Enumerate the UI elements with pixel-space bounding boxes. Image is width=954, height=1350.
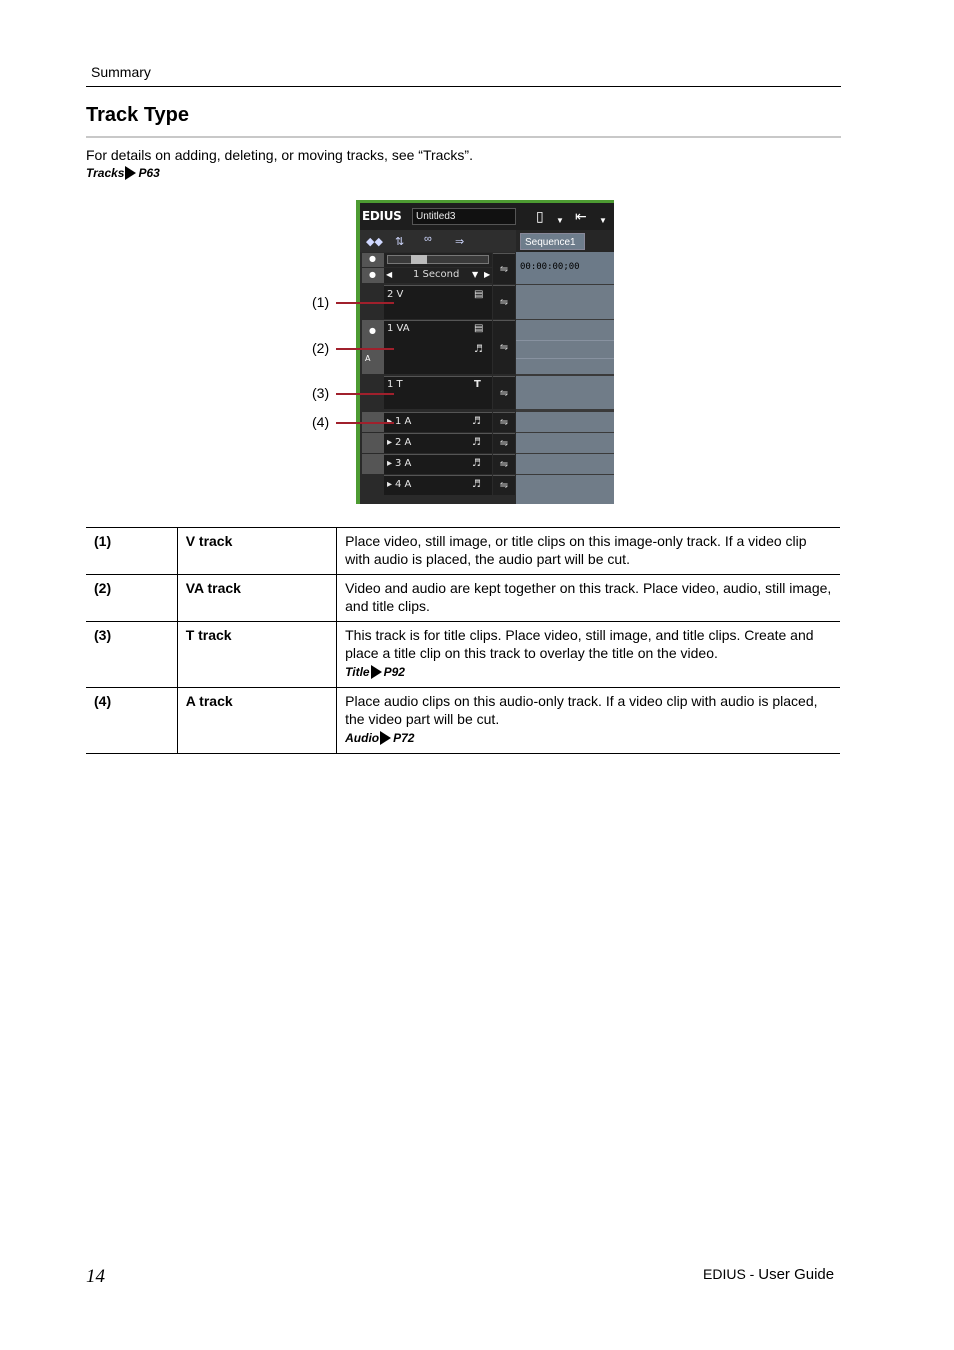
video-icon[interactable]: ▤ <box>474 289 484 300</box>
lock-icon: ● <box>369 254 376 263</box>
row-number: (4) <box>86 688 177 754</box>
row-description <box>337 528 840 575</box>
edius-logo: EDIUS <box>362 209 402 223</box>
track-name: 4 A <box>395 479 412 490</box>
video-icon[interactable]: ▤ <box>474 323 484 334</box>
audio-cross-reference[interactable] <box>345 729 414 747</box>
speaker-icon[interactable]: ♬ <box>472 437 481 448</box>
horizontal-scrollbar[interactable] <box>360 496 516 504</box>
footer-guide-title <box>703 1266 834 1283</box>
track-header-1va[interactable] <box>384 320 492 374</box>
xref-name: Audio <box>345 731 380 745</box>
track-name: 2 V <box>387 289 404 300</box>
track-3a-left <box>362 454 384 474</box>
link-icon[interactable]: ∞ <box>424 233 432 245</box>
lane-2v[interactable] <box>516 285 614 319</box>
table-row <box>86 688 840 754</box>
lane-2a[interactable] <box>516 433 614 453</box>
footer-separator: - <box>745 1266 759 1282</box>
scale-value[interactable]: 1 Second <box>413 269 460 280</box>
track-header-1a[interactable] <box>384 412 492 432</box>
callout-line-1 <box>336 302 394 304</box>
sync-icon[interactable]: ⇋ <box>493 253 515 284</box>
row-name: V track <box>177 528 336 575</box>
lane-divider <box>516 340 614 341</box>
header-rule <box>86 86 841 87</box>
description-text: Place video, still image, or title clips on this image-only track. If a video clip with audio is placed, the audio part will be cut. <box>345 533 807 567</box>
callout-3: (3) <box>312 385 330 401</box>
project-name-field[interactable]: Untitled3 <box>412 208 516 225</box>
track-header-3a[interactable] <box>384 454 492 474</box>
sync-icon[interactable]: ⇋ <box>493 433 515 453</box>
intro-text: For details on adding, deleting, or moving tracks, see “Tracks”. <box>86 147 473 163</box>
xref-arrow-icon <box>371 665 382 679</box>
row-description <box>337 622 840 688</box>
mode-icon[interactable]: ◆◆ <box>366 236 383 248</box>
sync-icon[interactable]: ⇋ <box>493 475 515 495</box>
audio-channel-icon[interactable]: A <box>365 354 371 363</box>
callout-line-3 <box>336 393 394 395</box>
row-description <box>337 575 840 622</box>
sync-icon[interactable]: ⇋ <box>493 454 515 474</box>
callout-line-2 <box>336 348 394 350</box>
ripple-icon[interactable]: ⇅ <box>395 236 405 248</box>
row-number: (3) <box>86 622 177 688</box>
speaker-icon[interactable]: ♬ <box>472 458 481 469</box>
row-name: T track <box>177 622 336 688</box>
track-name: 1 T <box>387 379 403 390</box>
intro-cross-reference[interactable] <box>86 166 160 180</box>
description-text: This track is for title clips. Place video, still image, and title clips. Create and place a title clip on this track to overlay the title on the video. <box>345 627 814 661</box>
edius-timeline-screenshot <box>356 200 614 504</box>
lane-1t[interactable] <box>516 376 614 409</box>
xref-arrow-icon <box>125 166 136 180</box>
description-text: Video and audio are kept together on this track. Place video, audio, still image, and title clips. <box>345 580 832 614</box>
xref-name: Title <box>345 665 370 679</box>
description-text: Place audio clips on this audio-only track. If a video clip with audio is placed, the video part will be cut. <box>345 693 818 727</box>
lane-3a[interactable] <box>516 454 614 474</box>
xref-page: P92 <box>383 665 405 679</box>
row-name: A track <box>177 688 336 754</box>
lane-4a[interactable] <box>516 475 614 504</box>
page-number: 14 <box>86 1266 105 1287</box>
table-row <box>86 575 840 622</box>
lane-1a[interactable] <box>516 412 614 432</box>
title-cross-reference[interactable] <box>345 663 405 681</box>
expand-icon[interactable]: ▸ <box>387 479 393 490</box>
row-description <box>337 688 840 754</box>
sync-icon[interactable]: ⇋ <box>493 412 515 432</box>
callout-2: (2) <box>312 340 330 356</box>
lane-divider <box>516 358 614 359</box>
scrub-bar[interactable] <box>387 255 489 264</box>
section-title: Track Type <box>86 104 190 126</box>
xref-arrow-icon <box>380 731 391 745</box>
chevron-down-icon[interactable]: ▼ <box>472 270 479 279</box>
track-type-table <box>86 527 840 754</box>
lane-1va[interactable] <box>516 320 614 374</box>
footer-guide: User Guide <box>758 1266 835 1283</box>
callout-1: (1) <box>312 294 330 310</box>
track-2a-left <box>362 433 384 453</box>
track-header-4a[interactable] <box>384 475 492 495</box>
footer-product: EDIUS <box>703 1266 746 1282</box>
chevron-down-icon[interactable]: ▼ <box>556 216 564 225</box>
track-name: 3 A <box>395 458 412 469</box>
scale-left-icon[interactable]: ◀ <box>386 270 393 279</box>
track-name: 1 A <box>395 416 412 427</box>
video-toggle-icon[interactable]: ● <box>369 326 376 335</box>
title-rule <box>86 136 841 138</box>
row-number: (1) <box>86 528 177 575</box>
timecode: 00:00:00;00 <box>520 262 580 272</box>
xref-page: P72 <box>393 731 415 745</box>
track-header-1t[interactable] <box>384 376 492 409</box>
snap-icon[interactable]: ⇒ <box>455 236 465 248</box>
sync-icon[interactable]: ⇋ <box>493 376 515 409</box>
speaker-icon[interactable]: ♬ <box>472 416 481 427</box>
row-number: (2) <box>86 575 177 622</box>
running-header: Summary <box>91 64 151 80</box>
track-header-2v[interactable] <box>384 285 492 319</box>
scrub-handle[interactable] <box>411 255 427 264</box>
xref-name: Tracks <box>86 166 125 180</box>
xref-page: P63 <box>138 166 160 180</box>
timeline-toolbar <box>360 230 516 252</box>
callout-4: (4) <box>312 414 330 430</box>
new-sequence-icon[interactable]: ▯ <box>536 208 544 224</box>
table-row <box>86 622 840 688</box>
track-header-2a[interactable] <box>384 433 492 453</box>
title-icon[interactable]: T <box>474 379 481 390</box>
sync-icon[interactable]: ⇋ <box>493 320 515 374</box>
expand-icon[interactable]: ▸ <box>387 458 393 469</box>
export-icon[interactable]: ⇤ <box>575 208 587 224</box>
row-name: VA track <box>177 575 336 622</box>
chevron-down-icon[interactable]: ▼ <box>599 216 607 225</box>
track-name: 1 VA <box>387 323 410 334</box>
table-row <box>86 528 840 575</box>
scale-right-icon[interactable]: ▶ <box>484 270 491 279</box>
callout-line-4 <box>336 422 394 424</box>
track-name: 2 A <box>395 437 412 448</box>
speaker-icon[interactable]: ♬ <box>474 344 483 355</box>
tab-sequence1[interactable]: Sequence1 <box>520 233 585 250</box>
lock-icon: ● <box>369 270 376 279</box>
track-4a-left <box>362 475 384 495</box>
sync-icon[interactable]: ⇋ <box>493 285 515 319</box>
expand-icon[interactable]: ▸ <box>387 437 393 448</box>
speaker-icon[interactable]: ♬ <box>472 479 481 490</box>
